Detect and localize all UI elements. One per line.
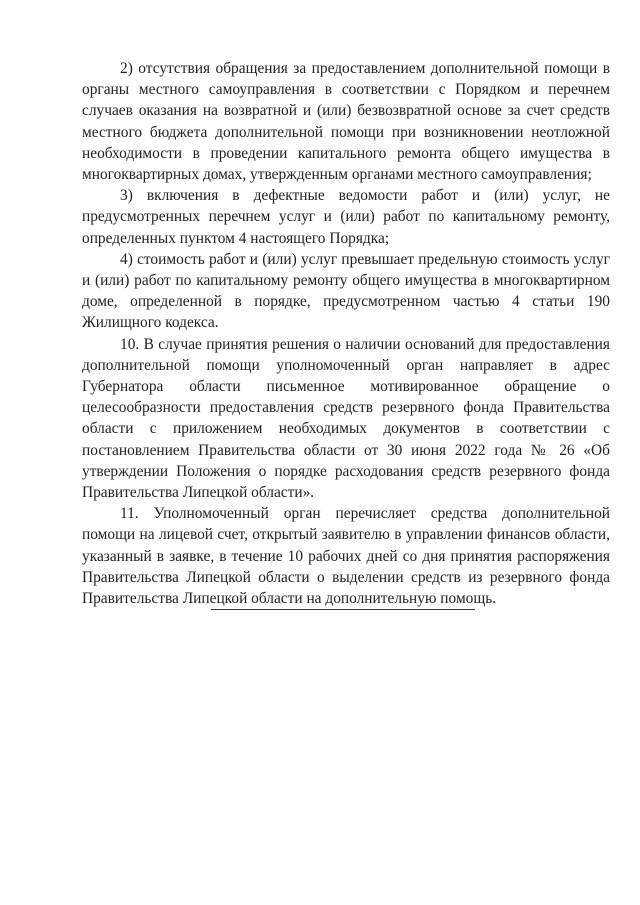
end-of-document-rule [211, 609, 475, 610]
document-body [82, 58, 610, 609]
paragraph-4-cost-limit: 4) стоимость работ и (или) услуг превышает предельную стоимость услуг и (или) работ по капитальному ремонту общего имущества в многоквартирном доме, определенной в порядке, предусмотренном частью 4 статьи 190 Жилищного кодекса. [82, 250, 610, 332]
paragraph-3-defect-statements: 3) включения в дефектные ведомости работ и (или) услуг, не предусмотренных перечнем услуг и (или) работ по капитальному ремонту, определенных пунктом 4 настоящего Порядка; [82, 187, 610, 247]
paragraph-clause-10: 10. В случае принятия решения о наличии оснований для предоставления дополнительной помощи уполномоченный орган направляет в адрес Губернатора области письменное мотивированное обращение о целесообразности предоставления средств резервного фонда Правительства области с приложением необходимых документов в соответствии с постановлением Правительства области от 30 июня 2022 года № 26 «Об утверждении Положения о порядке расходования средств резервного фонда Правительства Липецкой области». [82, 335, 610, 502]
paragraph-2-no-request: 2) отсутствия обращения за предоставлением дополнительной помощи в органы местного самоуправления в соответствии с Порядком и перечнем случаев оказания на возвратной и (или) безвозвратной основе за счет средств местного бюджета дополнительной помощи при возникновении неотложной необходимости в проведении капитального ремонта общего имущества в многоквартирных домах, утвержденным органами местного самоуправления; [82, 60, 610, 184]
paragraph-clause-11: 11. Уполномоченный орган перечисляет средства дополнительной помощи на лицевой счет, открытый заявителю в управлении финансов области, указанный в заявке, в течение 10 рабочих дней со дня принятия распоряжения Правительства Липецкой области о выделении средств из резервного фонда Правительства Липецкой области на дополнительную помощь. [82, 505, 610, 608]
